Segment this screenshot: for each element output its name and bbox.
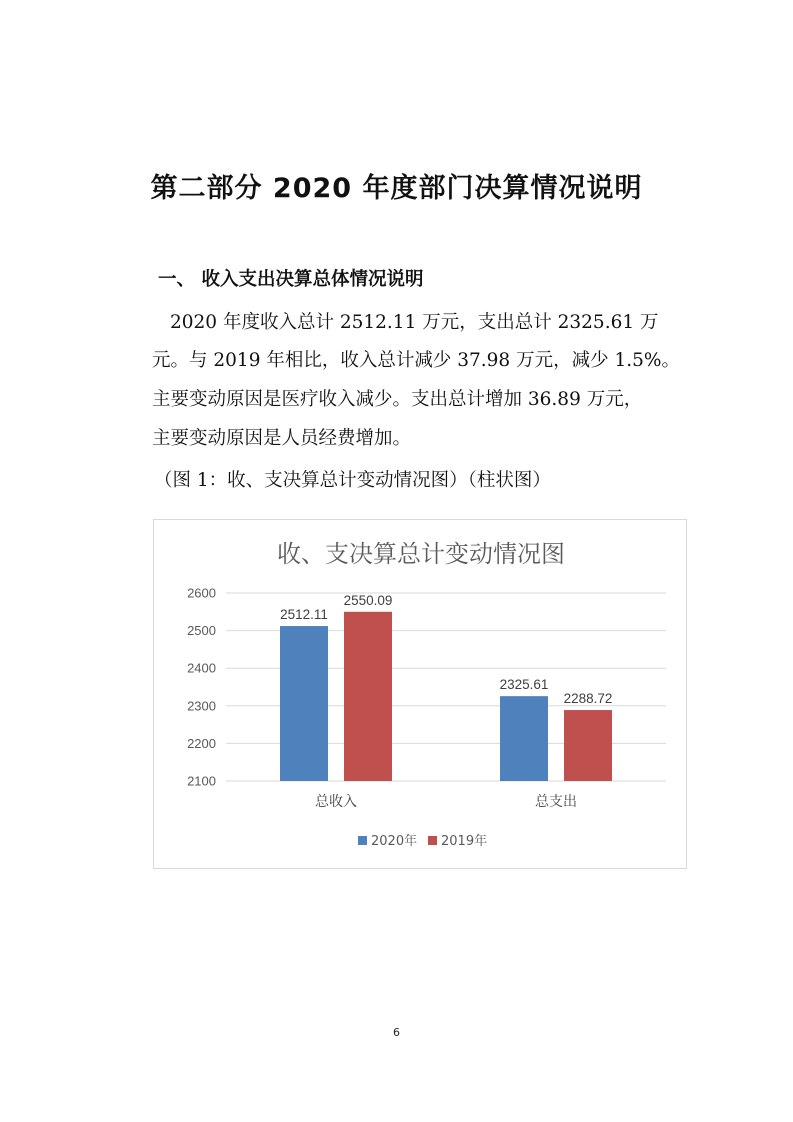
bar-2020年-总支出: [500, 696, 548, 781]
y-tick-label: 2500: [187, 623, 216, 639]
y-tick-label: 2100: [187, 773, 216, 789]
y-tick-label: 2300: [187, 698, 216, 714]
x-axis: [315, 793, 577, 810]
bar-2019年-总支出: [564, 710, 612, 781]
bar-2020年-总收入: [280, 626, 328, 781]
y-tick-label: 2600: [187, 585, 216, 601]
legend-swatch: [358, 836, 367, 845]
x-category-label: 总支出: [535, 794, 577, 810]
section-heading: 一、 收入支出决算总体情况说明: [158, 269, 424, 290]
chart-canvas: [154, 520, 688, 870]
paragraph-line-3: 主要变动原因是医疗收入减少。支出总计增加 36.89 万元，: [152, 389, 643, 410]
data-label: 2550.09: [343, 592, 393, 608]
x-category-label: 总收入: [315, 794, 357, 810]
bar-2019年-总收入: [344, 612, 392, 781]
chart-legend: [358, 833, 487, 849]
legend-label: 2019年: [441, 834, 488, 849]
data-label: 2325.61: [499, 677, 549, 693]
bar-chart: [153, 519, 687, 869]
y-tick-label: 2200: [187, 735, 216, 751]
chart-title: 收、支决算总计变动情况图: [277, 540, 565, 568]
legend-swatch: [428, 836, 437, 845]
paragraph-line-4: 主要变动原因是人员经费增加。: [152, 428, 412, 449]
page-title: 第二部分 2020 年度部门决算情况说明: [150, 173, 643, 204]
paragraph-line-2: 元。与 2019 年相比，收入总计减少 37.98 万元，减少 1.5%。: [152, 350, 680, 371]
page-number: 6: [393, 1026, 400, 1039]
y-tick-label: 2400: [187, 660, 216, 676]
data-labels: [280, 593, 612, 706]
y-axis: [187, 586, 216, 789]
figure-caption: （图 1：收、支决算总计变动情况图）（柱状图）: [154, 470, 551, 491]
paragraph-line-1: 2020 年度收入总计 2512.11 万元，支出总计 2325.61 万: [170, 312, 659, 333]
data-label: 2512.11: [280, 607, 328, 623]
data-label: 2288.72: [563, 691, 613, 707]
legend-label: 2020年: [371, 834, 418, 849]
chart-bars: [280, 612, 612, 781]
